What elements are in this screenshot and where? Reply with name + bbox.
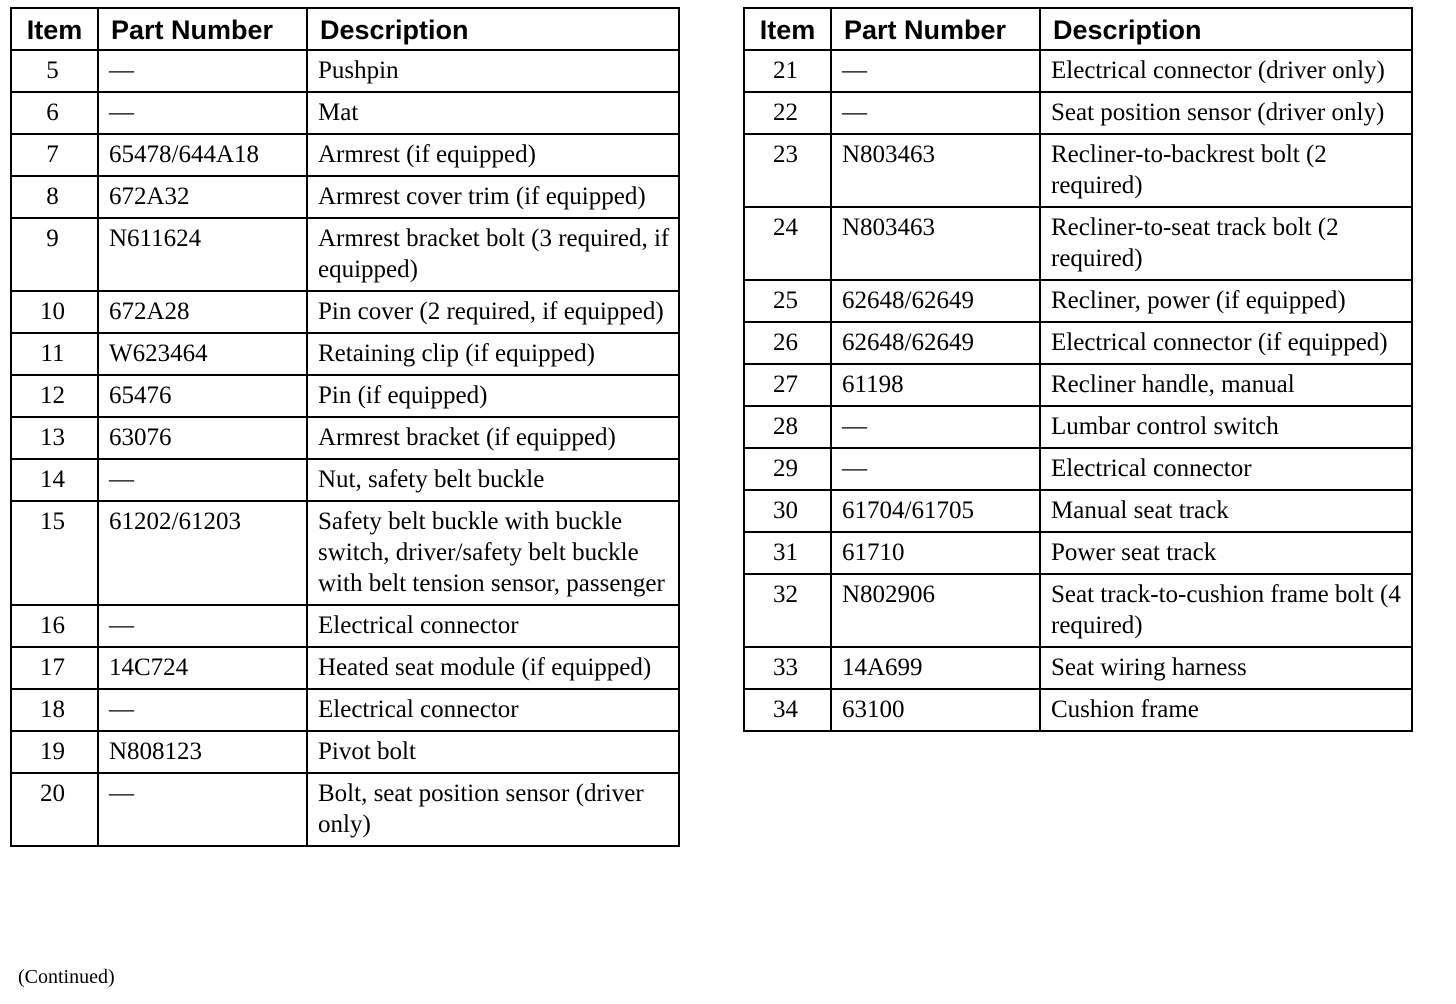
description-cell: Cushion frame <box>1040 689 1412 731</box>
table-row <box>744 50 1412 92</box>
description-cell: Bolt, seat position sensor (driver only) <box>307 773 679 846</box>
part-number-cell: N802906 <box>831 574 1040 647</box>
part-number-cell: 62648/62649 <box>831 322 1040 364</box>
item-number-cell: 15 <box>11 501 98 605</box>
part-number-cell: — <box>98 92 307 134</box>
header-item: Item <box>11 8 98 50</box>
table-row <box>11 291 679 333</box>
table-row <box>11 218 679 291</box>
item-number-cell: 31 <box>744 532 831 574</box>
part-number-cell: — <box>98 605 307 647</box>
table-row <box>11 459 679 501</box>
part-number-cell: 672A32 <box>98 176 307 218</box>
parts-table-right <box>743 7 1413 732</box>
table-row <box>744 207 1412 280</box>
part-number-cell: N611624 <box>98 218 307 291</box>
part-number-cell: 61198 <box>831 364 1040 406</box>
description-cell: Seat track-to-cushion frame bolt (4 required) <box>1040 574 1412 647</box>
table-row <box>11 50 679 92</box>
table-row <box>744 647 1412 689</box>
description-cell: Electrical connector <box>1040 448 1412 490</box>
item-number-cell: 26 <box>744 322 831 364</box>
header-item: Item <box>744 8 831 50</box>
table-row <box>744 490 1412 532</box>
description-cell: Recliner-to-backrest bolt (2 required) <box>1040 134 1412 207</box>
part-number-cell: 65476 <box>98 375 307 417</box>
description-cell: Manual seat track <box>1040 490 1412 532</box>
part-number-cell: 62648/62649 <box>831 280 1040 322</box>
part-number-cell: N803463 <box>831 207 1040 280</box>
description-cell: Armrest bracket (if equipped) <box>307 417 679 459</box>
description-cell: Recliner handle, manual <box>1040 364 1412 406</box>
part-number-cell: — <box>831 50 1040 92</box>
table-row <box>744 280 1412 322</box>
table-row <box>11 773 679 846</box>
description-cell: Mat <box>307 92 679 134</box>
part-number-cell: 63076 <box>98 417 307 459</box>
part-number-cell: 61202/61203 <box>98 501 307 605</box>
part-number-cell: 14A699 <box>831 647 1040 689</box>
item-number-cell: 25 <box>744 280 831 322</box>
item-number-cell: 18 <box>11 689 98 731</box>
item-number-cell: 19 <box>11 731 98 773</box>
table-row <box>11 731 679 773</box>
table-row <box>11 375 679 417</box>
description-cell: Armrest (if equipped) <box>307 134 679 176</box>
header-description: Description <box>1040 8 1412 50</box>
table-row <box>744 448 1412 490</box>
description-cell: Armrest bracket bolt (3 required, if equipped) <box>307 218 679 291</box>
description-cell: Recliner, power (if equipped) <box>1040 280 1412 322</box>
description-cell: Nut, safety belt buckle <box>307 459 679 501</box>
item-number-cell: 13 <box>11 417 98 459</box>
item-number-cell: 11 <box>11 333 98 375</box>
table-row <box>11 134 679 176</box>
part-number-cell: — <box>831 406 1040 448</box>
part-number-cell: — <box>831 92 1040 134</box>
table-header-row <box>744 8 1412 50</box>
description-cell: Power seat track <box>1040 532 1412 574</box>
item-number-cell: 20 <box>11 773 98 846</box>
item-number-cell: 34 <box>744 689 831 731</box>
table-row <box>744 364 1412 406</box>
table-row <box>11 176 679 218</box>
table-row <box>744 134 1412 207</box>
part-number-cell: — <box>831 448 1040 490</box>
part-number-cell: 61710 <box>831 532 1040 574</box>
part-number-cell: — <box>98 50 307 92</box>
part-number-cell: N808123 <box>98 731 307 773</box>
table-row <box>744 689 1412 731</box>
table-row <box>11 501 679 605</box>
item-number-cell: 12 <box>11 375 98 417</box>
item-number-cell: 24 <box>744 207 831 280</box>
item-number-cell: 16 <box>11 605 98 647</box>
table-row <box>11 605 679 647</box>
item-number-cell: 23 <box>744 134 831 207</box>
table-row <box>11 333 679 375</box>
item-number-cell: 10 <box>11 291 98 333</box>
item-number-cell: 5 <box>11 50 98 92</box>
item-number-cell: 32 <box>744 574 831 647</box>
item-number-cell: 22 <box>744 92 831 134</box>
description-cell: Recliner-to-seat track bolt (2 required) <box>1040 207 1412 280</box>
item-number-cell: 6 <box>11 92 98 134</box>
table-header-row <box>11 8 679 50</box>
part-number-cell: 672A28 <box>98 291 307 333</box>
item-number-cell: 30 <box>744 490 831 532</box>
part-number-cell: W623464 <box>98 333 307 375</box>
header-description: Description <box>307 8 679 50</box>
part-number-cell: N803463 <box>831 134 1040 207</box>
description-cell: Pushpin <box>307 50 679 92</box>
description-cell: Safety belt buckle with buckle switch, driver/safety belt buckle with belt tension sensor, passenger <box>307 501 679 605</box>
table-row <box>11 689 679 731</box>
item-number-cell: 14 <box>11 459 98 501</box>
description-cell: Electrical connector <box>307 605 679 647</box>
part-number-cell: 63100 <box>831 689 1040 731</box>
table-row <box>744 406 1412 448</box>
part-number-cell: — <box>98 773 307 846</box>
item-number-cell: 9 <box>11 218 98 291</box>
description-cell: Pivot bolt <box>307 731 679 773</box>
description-cell: Electrical connector (driver only) <box>1040 50 1412 92</box>
table-row <box>744 574 1412 647</box>
item-number-cell: 17 <box>11 647 98 689</box>
part-number-cell: — <box>98 689 307 731</box>
part-number-cell: 61704/61705 <box>831 490 1040 532</box>
continued-note: (Continued) <box>18 966 115 988</box>
description-cell: Heated seat module (if equipped) <box>307 647 679 689</box>
table-row <box>11 647 679 689</box>
description-cell: Armrest cover trim (if equipped) <box>307 176 679 218</box>
item-number-cell: 7 <box>11 134 98 176</box>
table-row <box>11 417 679 459</box>
description-cell: Lumbar control switch <box>1040 406 1412 448</box>
description-cell: Electrical connector <box>307 689 679 731</box>
description-cell: Pin cover (2 required, if equipped) <box>307 291 679 333</box>
part-number-cell: 14C724 <box>98 647 307 689</box>
part-number-cell: — <box>98 459 307 501</box>
description-cell: Pin (if equipped) <box>307 375 679 417</box>
part-number-cell: 65478/644A18 <box>98 134 307 176</box>
header-part-number: Part Number <box>831 8 1040 50</box>
parts-table-left <box>10 7 680 847</box>
item-number-cell: 27 <box>744 364 831 406</box>
item-number-cell: 28 <box>744 406 831 448</box>
item-number-cell: 21 <box>744 50 831 92</box>
table-row <box>744 532 1412 574</box>
item-number-cell: 8 <box>11 176 98 218</box>
table-row <box>11 92 679 134</box>
description-cell: Seat position sensor (driver only) <box>1040 92 1412 134</box>
item-number-cell: 29 <box>744 448 831 490</box>
description-cell: Seat wiring harness <box>1040 647 1412 689</box>
table-row <box>744 322 1412 364</box>
table-row <box>744 92 1412 134</box>
description-cell: Retaining clip (if equipped) <box>307 333 679 375</box>
item-number-cell: 33 <box>744 647 831 689</box>
description-cell: Electrical connector (if equipped) <box>1040 322 1412 364</box>
header-part-number: Part Number <box>98 8 307 50</box>
